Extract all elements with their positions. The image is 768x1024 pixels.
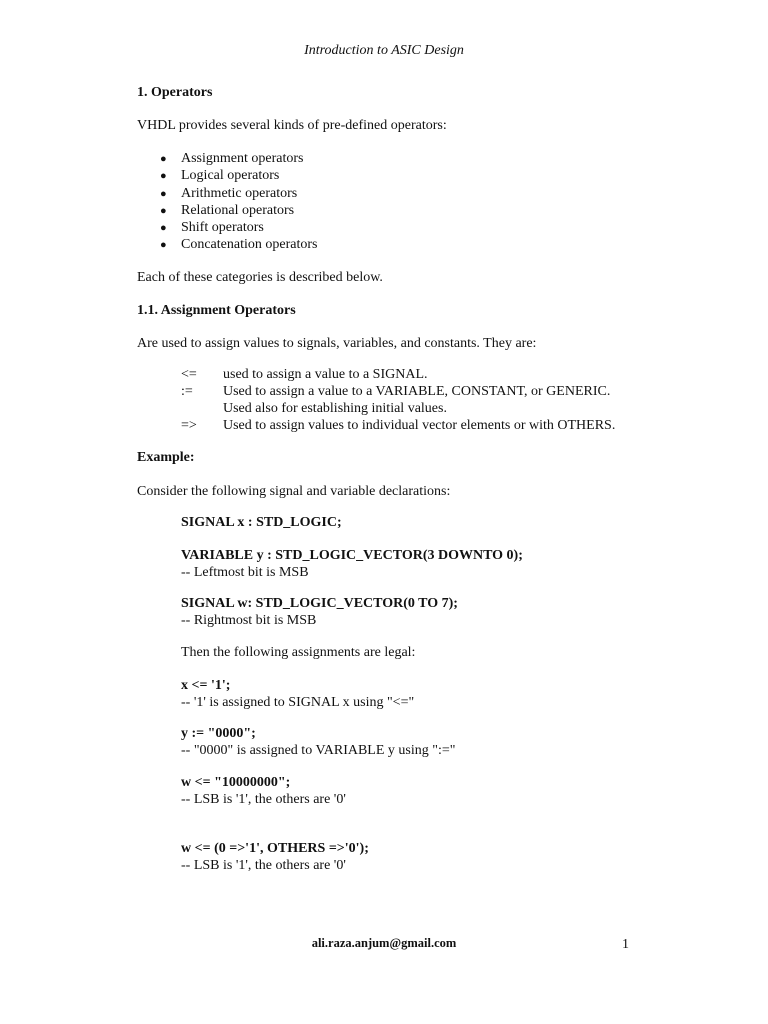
section-heading-assignment-operators: 1.1. Assignment Operators [137, 303, 296, 318]
code-assignment: x <= '1'; [181, 678, 231, 693]
bullet-icon: ● [160, 239, 167, 251]
operator-description: Used to assign values to individual vector elements or with OTHERS. [223, 418, 616, 433]
list-item: Concatenation operators [181, 237, 318, 252]
operator-symbol: <= [181, 367, 197, 382]
page-number: 1 [622, 937, 629, 952]
running-header: Introduction to ASIC Design [304, 43, 464, 58]
code-assignment: w <= (0 =>'1', OTHERS =>'0'); [181, 841, 369, 856]
example-heading: Example: [137, 450, 195, 465]
code-declaration: SIGNAL w: STD_LOGIC_VECTOR(0 TO 7); [181, 596, 458, 611]
code-assignment: w <= "10000000"; [181, 775, 291, 790]
legal-assignments-intro: Then the following assignments are legal: [181, 645, 416, 660]
list-item: Assignment operators [181, 151, 304, 166]
section-heading-operators: 1. Operators [137, 85, 213, 100]
bullet-icon: ● [160, 153, 167, 165]
code-assignment: y := "0000"; [181, 726, 256, 741]
categories-summary: Each of these categories is described below. [137, 270, 383, 285]
bullet-icon: ● [160, 205, 167, 217]
code-comment: -- Leftmost bit is MSB [181, 565, 309, 580]
code-comment: -- "0000" is assigned to VARIABLE y using ":=" [181, 743, 456, 758]
list-item: Arithmetic operators [181, 186, 298, 201]
example-intro: Consider the following signal and variable declarations: [137, 484, 451, 499]
bullet-icon: ● [160, 188, 167, 200]
code-comment: -- LSB is '1', the others are '0' [181, 858, 346, 873]
assignment-intro: Are used to assign values to signals, variables, and constants. They are: [137, 336, 537, 351]
list-item: Logical operators [181, 168, 280, 183]
operator-description: Used to assign a value to a VARIABLE, CONSTANT, or GENERIC. [223, 384, 611, 399]
operator-description: used to assign a value to a SIGNAL. [223, 367, 428, 382]
code-comment: -- Rightmost bit is MSB [181, 613, 317, 628]
code-declaration: SIGNAL x : STD_LOGIC; [181, 515, 342, 530]
operators-intro: VHDL provides several kinds of pre-defined operators: [137, 118, 447, 133]
operator-description: Used also for establishing initial values. [223, 401, 447, 416]
footer-email: ali.raza.anjum@gmail.com [311, 936, 457, 950]
code-comment: -- '1' is assigned to SIGNAL x using "<=" [181, 695, 415, 710]
operator-symbol: => [181, 418, 197, 433]
list-item: Relational operators [181, 203, 295, 218]
bullet-icon: ● [160, 170, 167, 182]
list-item: Shift operators [181, 220, 264, 235]
code-declaration: VARIABLE y : STD_LOGIC_VECTOR(3 DOWNTO 0); [181, 548, 523, 563]
operator-symbol: := [181, 384, 193, 399]
bullet-icon: ● [160, 222, 167, 234]
code-comment: -- LSB is '1', the others are '0' [181, 792, 346, 807]
